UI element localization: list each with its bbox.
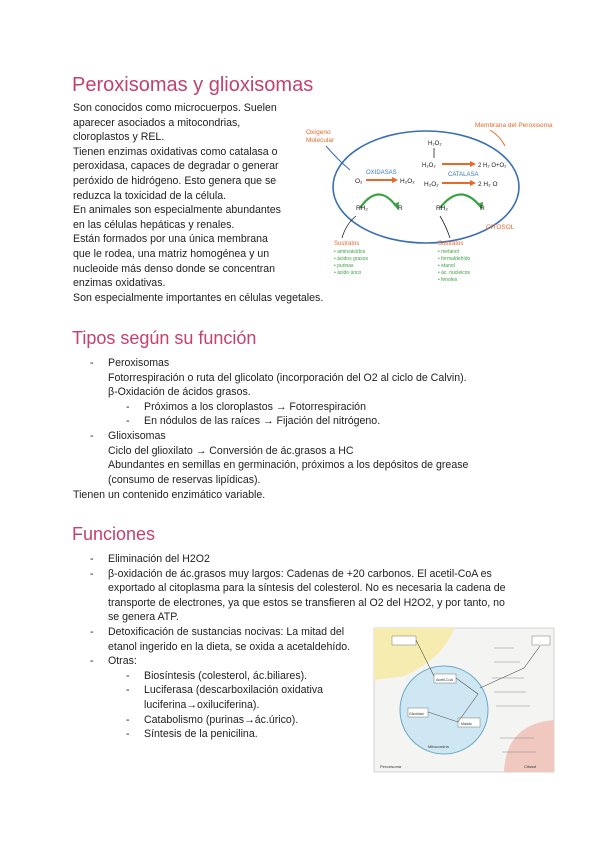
intro-paragraph xyxy=(73,101,323,305)
peroxisomas-sub-item: Próximos a los cloroplastos → Fotorrespiración xyxy=(144,400,366,413)
otras-item: Luciferasa (descarboxilación oxidativa xyxy=(144,684,324,697)
intro-line: Están formados por una única membrana xyxy=(73,233,268,246)
r-right: R xyxy=(480,205,485,212)
intro-line: En animales son especialmente abundantes xyxy=(73,204,281,217)
list-item xyxy=(108,473,468,488)
funcion-item-line: transporte de electrones, ya que estos se transfieren al O2 del H2O2, y por tanto, no xyxy=(108,596,505,609)
list-item: - Peroxisomas xyxy=(90,357,170,369)
glioxisomas-label: Glioxisomas xyxy=(108,429,166,442)
catalasa-label: CATALASA xyxy=(448,172,479,178)
sustrato-left-item: • aminoácidos xyxy=(334,249,366,255)
list-item: - Luciferasa (descarboxilación oxidativa xyxy=(126,684,324,697)
sustratos-left-title: Sustratos xyxy=(334,241,360,247)
citosol-label: CITOSOL xyxy=(486,224,515,231)
peroxisomas-line: β-Oxidación de ácidos grasos. xyxy=(108,386,251,399)
sustrato-left-item: • ácido úrico xyxy=(334,270,362,276)
list-item: - Próximos a los cloroplastos → Fotorrespiración xyxy=(126,400,366,413)
list-item xyxy=(108,444,468,459)
sustrato-right-item: • metanol xyxy=(438,249,459,255)
intro-line: cloroplastos y REL. xyxy=(73,131,165,144)
intro-line: peróxido de hidrógeno. Esto genera que se xyxy=(73,174,277,187)
otras-item: Catabolismo (purinas→ác.úrico). xyxy=(144,713,299,726)
oxidasas-arrowhead xyxy=(392,177,398,183)
sustrato-left-item: • purinas xyxy=(334,263,354,269)
reaction-top-left: H₂O₂ xyxy=(422,163,436,169)
rh2-left: RH₂ xyxy=(356,205,368,212)
membrane-arrow xyxy=(490,130,505,146)
list-item: - Biosíntesis (colesterol, ác.biliares). xyxy=(126,669,308,682)
intro-line: enzimas oxidativas. xyxy=(73,277,166,290)
page-title: Peroxisomas y glioxisomas xyxy=(72,74,314,96)
intro-line: Son conocidos como microcuerpos. Suelen xyxy=(73,102,277,114)
metabolic-figure xyxy=(374,628,554,772)
oxidasas-label: OXIDASAS xyxy=(366,170,397,176)
catalasa-left: H₂O₂ xyxy=(424,181,439,188)
funcion-item: β-oxidación de ác.grasos muy largos: Cadenas de +20 carbonos. El acetil-CoA es xyxy=(108,567,492,580)
list-item: - En nódulos de las raíces → Fijación del nitrógeno. xyxy=(126,415,381,428)
o2-left: O₂ xyxy=(355,178,363,185)
sustratos-right-title: Sustratos xyxy=(438,241,464,247)
list-item xyxy=(108,581,506,596)
sustrato-right-item: • fenoles xyxy=(438,277,458,283)
list-item: - Síntesis de la penicilina. xyxy=(126,728,258,741)
glioxisomas-line: Ciclo del glioxilato → Conversión de ác.grasos a HC xyxy=(108,444,354,457)
list-item: - Eliminación del H2O2 xyxy=(90,553,210,565)
list-item: - β-oxidación de ác.grasos muy largos: Cadenas de +20 carbonos. El acetil-CoA es xyxy=(90,567,492,580)
list-item xyxy=(108,371,468,386)
peroxisomas-label: Peroxisomas xyxy=(108,357,170,369)
intro-line: que le rodea, una matriz homogénea y un xyxy=(73,247,270,260)
funcion-item-line: se genera ATP. xyxy=(108,611,179,624)
funcion-item: Eliminación del H2O2 xyxy=(108,553,210,565)
figure-label: Citosol xyxy=(524,764,537,769)
list-item: - Otras: xyxy=(90,655,137,668)
intro-line: nucleoide más denso donde se concentran xyxy=(73,262,276,275)
figure-label: Glioxilato xyxy=(409,712,424,716)
list-item xyxy=(108,610,506,625)
figure-label: Malato xyxy=(461,722,472,726)
section-title-tipos: Tipos según su función xyxy=(72,328,257,348)
sustratos-right-arrow xyxy=(440,216,450,238)
oxygen-label-2: Molecular xyxy=(306,137,335,144)
list-item: - Catabolismo (purinas→ác.úrico). xyxy=(126,713,299,726)
intro-line: Tienen enzimas oxidativas como catalasa o xyxy=(73,145,278,158)
sustrato-right-item: • formaldehído xyxy=(438,256,471,262)
peroxisomas-line: Fotorrespiración o ruta del glicolato (incorporación del O2 al ciclo de Calvin). xyxy=(108,371,467,384)
sustrato-right-item: • ác. nucleicos xyxy=(438,270,471,276)
sustrato-right-item: • etanol xyxy=(438,263,455,269)
intro-line: aparecer asociados a mitocondrias, xyxy=(73,116,241,129)
oxygen-label-1: Oxígeno xyxy=(306,129,331,136)
reaction-top-right: 2 H₂ O+O₂ xyxy=(478,163,507,169)
intro-line: peroxidasa, capaces de degradar o generar xyxy=(73,160,279,173)
funcion-item-line: etanol ingerido en la dieta, se oxida a acetaldehído. xyxy=(108,640,351,653)
list-item xyxy=(108,596,506,611)
otras-item-line: luciferina→oxiluciferina). xyxy=(144,698,260,711)
h2o2-top: H₂O₂ xyxy=(428,141,442,147)
reaction-top-arrowhead xyxy=(470,161,476,167)
glioxisomas-line: (consumo de reservas lipídicas). xyxy=(108,473,261,486)
glioxisomas-line: Abundantes en semillas en germinación, próximos a los depósitos de grease xyxy=(108,459,469,472)
figure-box xyxy=(392,636,416,645)
sustrato-left-item: • ácidos grasos xyxy=(334,256,368,262)
list-item: - Detoxificación de sustancias nocivas: La mitad del xyxy=(90,625,345,638)
peroxisome-diagram xyxy=(300,112,553,288)
otras-item: Síntesis de la penicilina. xyxy=(144,728,258,741)
list-item xyxy=(108,385,468,400)
peroxisomas-sub-item: En nódulos de las raíces → Fijación del nitrógeno. xyxy=(144,415,381,428)
figure-box xyxy=(532,636,550,645)
tipos-list xyxy=(90,356,469,487)
otras-item: Biosíntesis (colesterol, ác.biliares). xyxy=(144,669,308,682)
list-item xyxy=(108,458,468,473)
figure-label: Peroxisoma xyxy=(380,764,402,769)
tipos-footer: Tienen un contenido enzimático variable. xyxy=(73,489,266,501)
intro-line: reduzca la toxicidad de la célula. xyxy=(73,189,227,202)
list-item: - Glioxisomas xyxy=(90,429,166,442)
funcion-item-line: exportado al citoplasma para la síntesis del colesterol. No es necesaria la cadena de xyxy=(108,582,506,595)
membrane-label: Membrana del Peroxisoma xyxy=(475,122,553,129)
r-left: R xyxy=(398,205,403,212)
h2o2-left: H₂O₂ xyxy=(400,178,415,185)
intro-line: en las células hepáticas y renales. xyxy=(73,218,235,231)
section-title-funciones: Funciones xyxy=(72,524,156,544)
figure-label: Mitocondria xyxy=(428,744,449,749)
catalasa-right: 2 H₂ O xyxy=(478,181,498,188)
intro-line: Son especialmente importantes en células vegetales. xyxy=(73,291,324,304)
funcion-item: Detoxificación de sustancias nocivas: La mitad del xyxy=(108,625,345,638)
rh2-right: RH₂ xyxy=(436,205,448,212)
figure-label: Acetil-CoA xyxy=(436,678,453,682)
catalasa-arrowhead xyxy=(470,180,476,186)
funcion-item: Otras: xyxy=(108,655,137,668)
